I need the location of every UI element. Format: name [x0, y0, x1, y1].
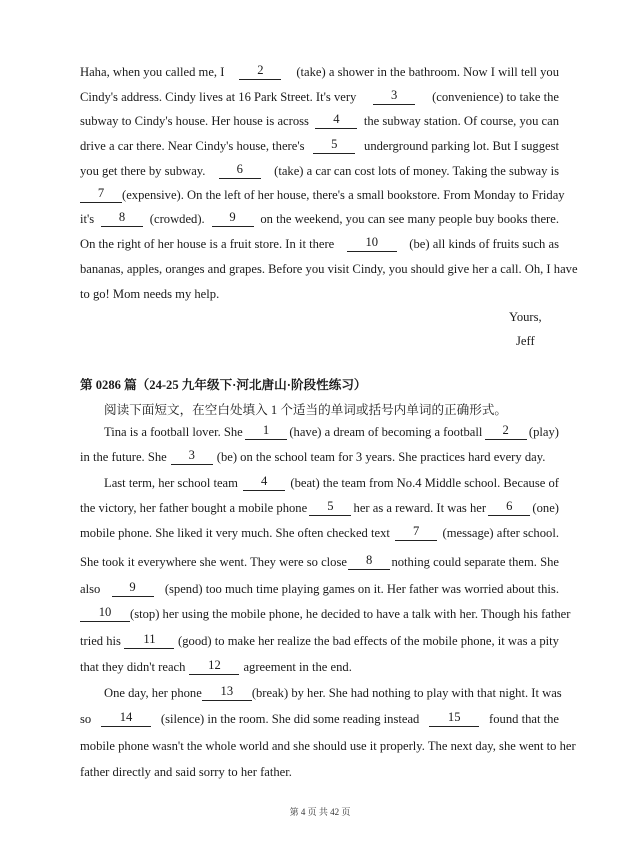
text-line	[80, 581, 559, 597]
answer-blank[interactable]: 5	[313, 138, 355, 154]
text-line	[80, 525, 559, 541]
text-segment: (stop) her using the mobile phone, he decided to have a talk with her. Though his father	[130, 607, 571, 621]
text-segment: the subway station. Of course, you can	[363, 114, 559, 128]
text-line	[104, 684, 562, 701]
text-segment: underground parking lot. But I suggest	[364, 139, 559, 153]
text-segment: mobile phone wasn't the whole world and she should use it properly. The next day, she went to her	[80, 739, 576, 753]
text-line	[104, 424, 559, 440]
answer-blank[interactable]: 4	[315, 113, 357, 129]
answer-blank[interactable]: 11	[124, 633, 174, 649]
text-segment: you get there by subway.	[80, 164, 206, 178]
answer-blank[interactable]: 10	[80, 606, 130, 622]
section-heading: 第 0286 篇（24-25 九年级下·河北唐山·阶段性练习）	[80, 378, 367, 392]
text-segment: (play)	[528, 425, 559, 439]
text-segment: that they didn't reach	[80, 660, 186, 674]
text-line	[80, 236, 559, 252]
text-segment: agreement in the end.	[243, 660, 352, 674]
text-segment: bananas, apples, oranges and grapes. Before you visit Cindy, you should give her a call. Oh, I have	[80, 262, 578, 276]
text-line	[80, 211, 559, 227]
answer-blank[interactable]: 8	[348, 554, 390, 570]
answer-blank[interactable]: 12	[189, 659, 239, 675]
answer-blank[interactable]: 3	[373, 89, 415, 105]
text-line	[80, 633, 559, 649]
text-segment: nothing could separate them. She	[391, 555, 559, 569]
text-line	[80, 764, 559, 780]
text-segment: also	[80, 582, 101, 596]
text-segment: One day, her phone	[104, 686, 202, 700]
text-segment: (be) on the school team for 3 years. She practices hard every day.	[216, 450, 546, 464]
text-line	[80, 89, 559, 105]
text-segment: (good) to make her realize the bad effects of the mobile phone, it was a pity	[178, 634, 559, 648]
text-segment: to go! Mom needs my help.	[80, 287, 220, 301]
answer-blank[interactable]: 9	[112, 581, 154, 597]
text-segment: (expensive). On the left of her house, there's a small bookstore. From Monday to Friday	[122, 188, 565, 202]
answer-blank[interactable]: 7	[395, 525, 437, 541]
answer-blank[interactable]: 15	[429, 711, 479, 727]
answer-blank[interactable]: 9	[212, 211, 254, 227]
text-line	[80, 738, 576, 754]
text-line	[80, 163, 559, 179]
text-line	[80, 711, 559, 727]
text-segment: mobile phone. She liked it very much. She often checked text	[80, 526, 390, 540]
answer-blank[interactable]: 1	[245, 424, 287, 440]
answer-blank[interactable]: 6	[488, 500, 530, 516]
text-segment: tried his	[80, 634, 121, 648]
text-segment: (have) a dream of becoming a football	[289, 425, 483, 439]
answer-blank[interactable]: 14	[101, 711, 151, 727]
answer-blank[interactable]: 5	[309, 500, 351, 516]
answer-blank[interactable]: 2	[485, 424, 527, 440]
text-segment: in the future. She	[80, 450, 167, 464]
text-segment: (message) after school.	[442, 526, 559, 540]
text-segment: on the weekend, you can see many people buy books there.	[260, 212, 559, 226]
text-line	[80, 449, 559, 465]
text-line	[80, 659, 559, 675]
answer-blank[interactable]: 6	[219, 163, 261, 179]
text-line	[80, 554, 559, 570]
text-line	[80, 286, 559, 302]
text-segment: (crowded).	[149, 212, 205, 226]
text-segment: (take) a car can cost lots of money. Taking the subway is	[274, 164, 559, 178]
text-segment: subway to Cindy's house. Her house is across	[80, 114, 309, 128]
text-segment: (one)	[532, 501, 559, 515]
text-segment: (spend) too much time playing games on it. Her father was worried about this.	[164, 582, 559, 596]
answer-blank[interactable]: 4	[243, 475, 285, 491]
text-segment: Tina is a football lover. She	[104, 425, 243, 439]
text-segment: drive a car there. Near Cindy's house, there's	[80, 139, 305, 153]
text-line	[80, 186, 565, 203]
text-segment: her as a reward. It was her	[353, 501, 487, 515]
text-segment: On the right of her house is a fruit store. In it there	[80, 237, 335, 251]
answer-blank[interactable]: 7	[80, 187, 122, 203]
closing: Yours,	[509, 310, 542, 324]
text-segment: it's	[80, 212, 95, 226]
text-line	[80, 113, 559, 129]
answer-blank[interactable]: 2	[239, 64, 281, 80]
text-line	[80, 605, 571, 622]
text-segment: Cindy's address. Cindy lives at 16 Park Street. It's very	[80, 90, 357, 104]
text-segment: (break) by her. She had nothing to play with that night. It was	[251, 686, 562, 700]
answer-blank[interactable]: 3	[171, 449, 213, 465]
text-segment: found that the	[489, 712, 559, 726]
text-line	[80, 138, 559, 154]
text-segment: father directly and said sorry to her father.	[80, 765, 292, 779]
instruction: 阅读下面短文，在空白处填入 1 个适当的单词或括号内单词的正确形式。	[104, 403, 507, 417]
text-line	[80, 64, 559, 80]
text-segment: (silence) in the room. She did some reading instead	[160, 712, 420, 726]
text-segment: Haha, when you called me, I	[80, 65, 225, 79]
text-segment: She took it everywhere she went. They were so close	[80, 555, 347, 569]
text-line	[80, 261, 578, 277]
text-line	[80, 500, 559, 516]
text-segment: the victory, her father bought a mobile phone	[80, 501, 308, 515]
text-segment: (be) all kinds of fruits such as	[409, 237, 559, 251]
signature: Jeff	[516, 334, 535, 348]
text-segment: (take) a shower in the bathroom. Now I will tell you	[296, 65, 559, 79]
text-segment: Last term, her school team	[104, 476, 238, 490]
text-line	[104, 475, 559, 491]
page-footer: 第 4 页 共 42 页	[289, 807, 351, 817]
answer-blank[interactable]: 13	[202, 685, 252, 701]
text-segment: (beat) the team from No.4 Middle school. Because of	[290, 476, 559, 490]
text-segment: (convenience) to take the	[432, 90, 559, 104]
answer-blank[interactable]: 10	[347, 236, 397, 252]
answer-blank[interactable]: 8	[101, 211, 143, 227]
text-segment: so	[80, 712, 92, 726]
